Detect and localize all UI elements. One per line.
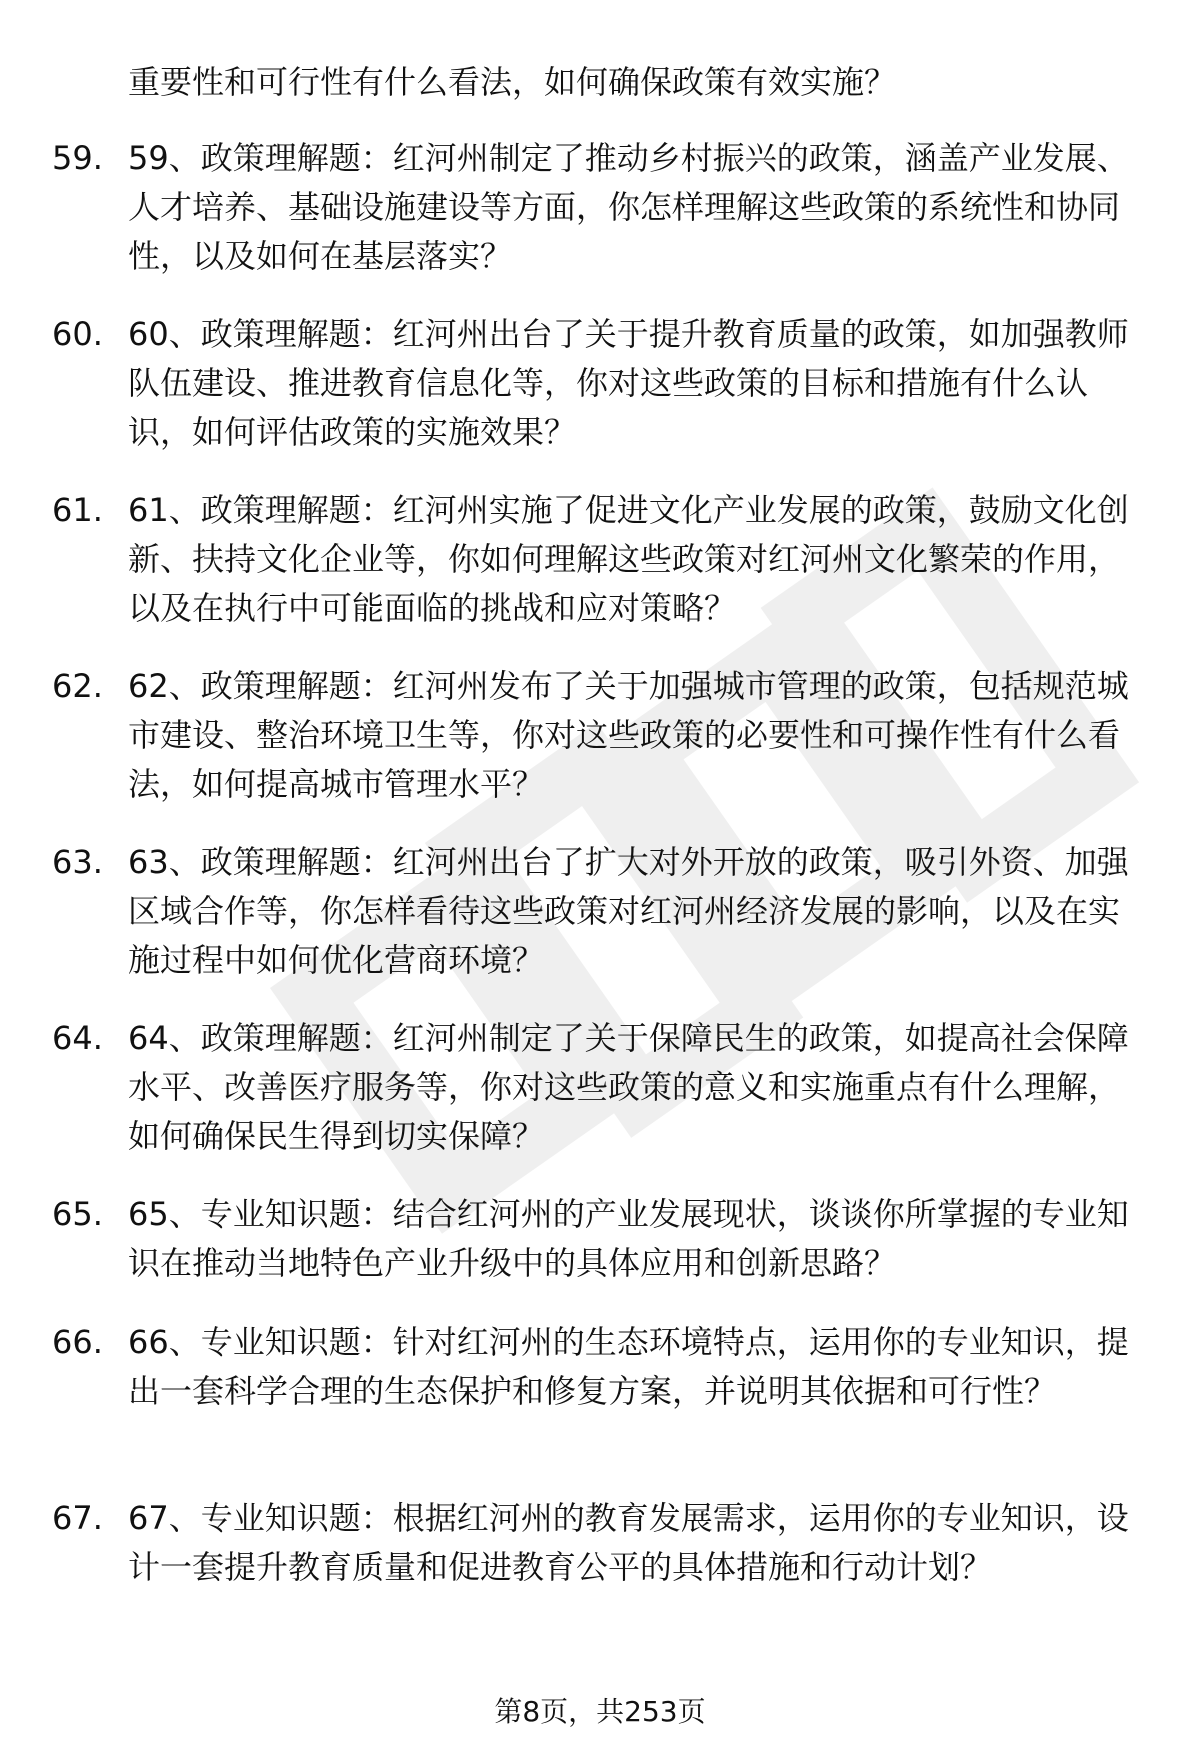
item-number: 63. [52,843,103,881]
item-number: 62. [52,667,103,705]
item-text: 63、政策理解题：红河州出台了扩大对外开放的政策，吸引外资、加强区域合作等，你怎样看待这些政策对红河州经济发展的影响，以及在实施过程中如何优化营商环境？ [128,843,1129,979]
item-text: 65、专业知识题：结合红河州的产业发展现状，谈谈你所掌握的专业知识在推动当地特色产业升级中的具体应用和创新思路？ [128,1195,1129,1282]
item-number: 61. [52,491,103,529]
continuation-text: 重要性和可行性有什么看法，如何确保政策有效实施？ [128,63,897,101]
item-text: 62、政策理解题：红河州发布了关于加强城市管理的政策，包括规范城市建设、整治环境卫生等，你对这些政策的必要性和可操作性有什么看法，如何提高城市管理水平？ [128,667,1129,803]
page-footer: 第8页，共253页 [494,1695,706,1728]
item-number: 64. [52,1019,103,1057]
item-text: 66、专业知识题：针对红河州的生态环境特点，运用你的专业知识，提出一套科学合理的生态保护和修复方案，并说明其依据和可行性？ [128,1323,1129,1410]
item-number: 60. [52,315,103,353]
item-number: 65. [52,1195,103,1233]
item-number: 67. [52,1499,103,1537]
item-text: 61、政策理解题：红河州实施了促进文化产业发展的政策，鼓励文化创新、扶持文化企业等，你如何理解这些政策对红河州文化繁荣的作用，以及在执行中可能面临的挑战和应对策略？ [128,491,1129,627]
item-text: 67、专业知识题：根据红河州的教育发展需求，运用你的专业知识，设计一套提升教育质量和促进教育公平的具体措施和行动计划？ [128,1499,1129,1586]
item-text: 64、政策理解题：红河州制定了关于保障民生的政策，如提高社会保障水平、改善医疗服务等，你对这些政策的意义和实施重点有什么理解，如何确保民生得到切实保障？ [128,1019,1129,1155]
item-text: 59、政策理解题：红河州制定了推动乡村振兴的政策，涵盖产业发展、人才培养、基础设施建设等方面，你怎样理解这些政策的系统性和协同性，以及如何在基层落实？ [128,139,1129,275]
item-text: 60、政策理解题：红河州出台了关于提升教育质量的政策，如加强教师队伍建设、推进教育信息化等，你对这些政策的目标和措施有什么认识，如何评估政策的实施效果？ [128,315,1129,451]
item-number: 59. [52,139,103,177]
item-number: 66. [52,1323,103,1361]
